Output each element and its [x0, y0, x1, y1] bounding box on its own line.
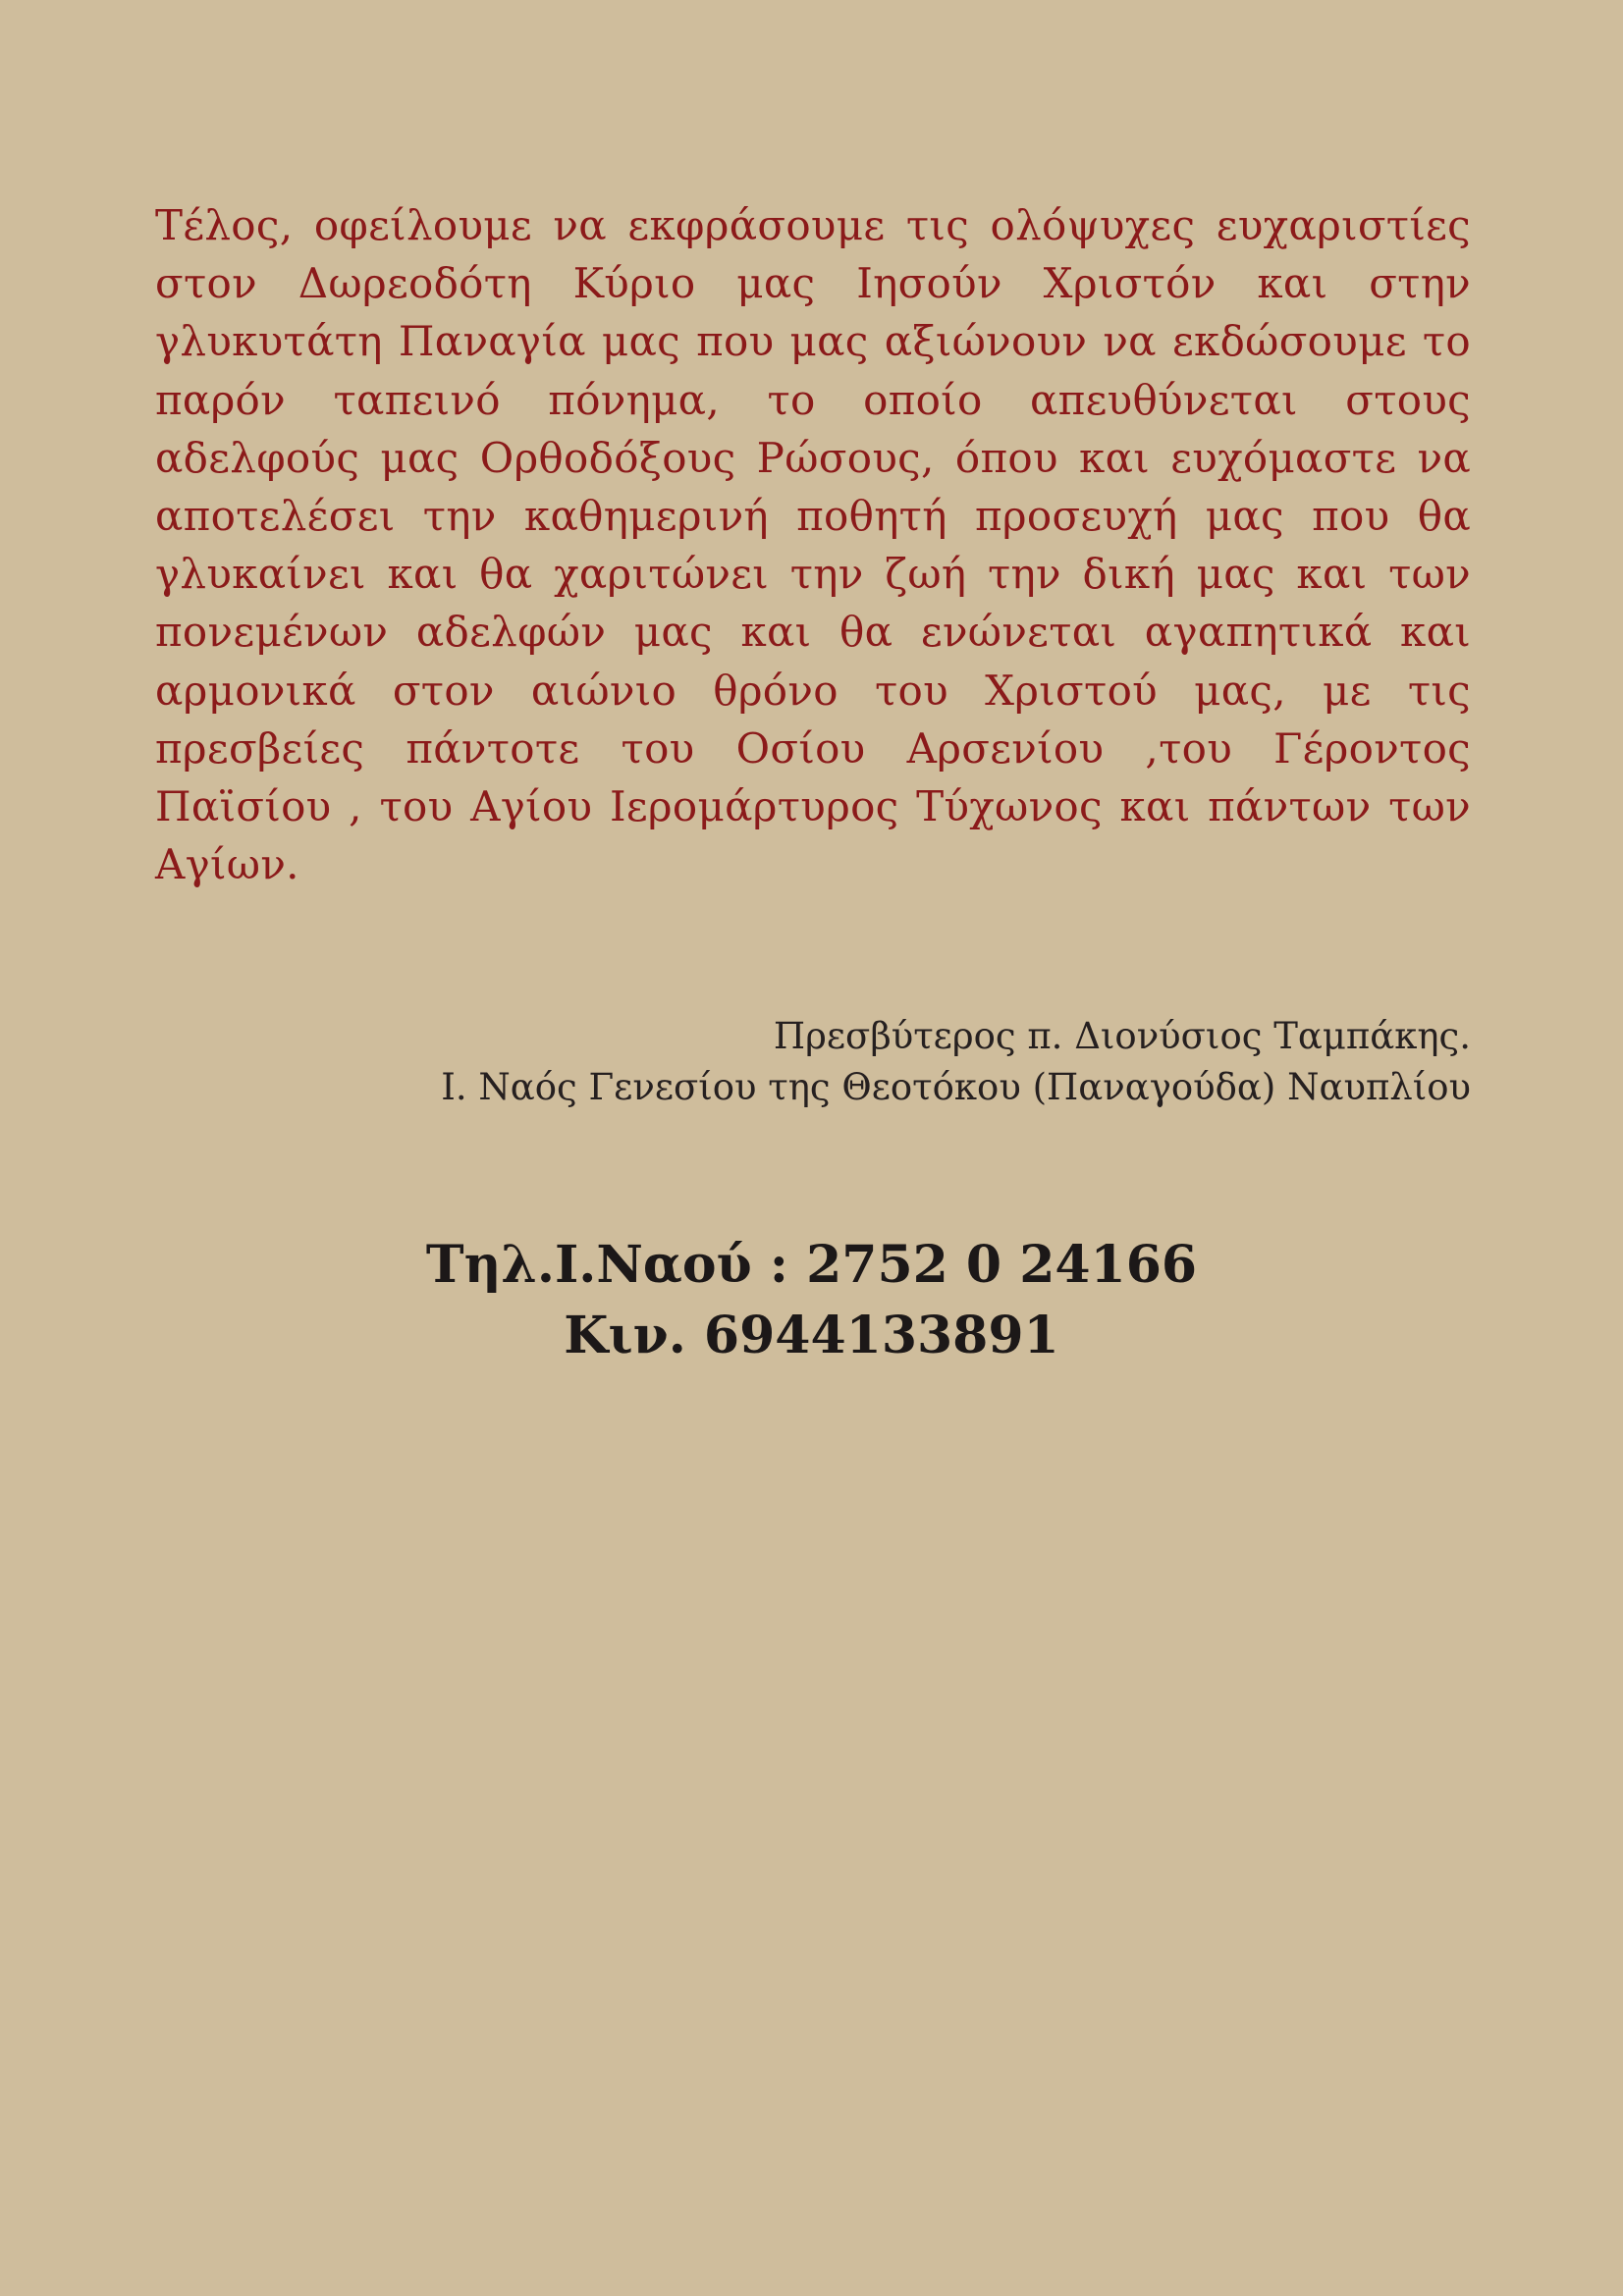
- mobile-phone: Κιν. 6944133891: [564, 1306, 1059, 1365]
- signature-block: [295, 1011, 1471, 1113]
- church-phone: Τηλ.Ι.Ναού : 2752 0 24166: [425, 1235, 1198, 1295]
- contact-block: [295, 1230, 1328, 1371]
- closing-paragraph: Τέλος, οφείλουμε να εκφράσουμε τις ολόψυχες ευχαριστίες στον Δωρεοδότη Κύριο μας Ιησούν Χριστόν και στην γλυκυτάτη Παναγία μας που μας αξιώνουν να εκδώσουμε το παρόν ταπεινό πόνημα, το οποίο απευθύνεται στους αδελφούς μας Ορθοδόξους Ρώσους, όπου και ευχόμαστε να αποτελέσει την καθημερινή ποθητή προσευχή μας που θα γλυκαίνει και θα χαριτώνει την ζωή την δική μας και των πονεμένων αδελφών μας και θα ενώνεται αγαπητικά και αρμονικά στον αιώνιο θρόνο του Χριστού μας, με τις πρεσβείες πάντοτε του Οσίου Αρσενίου ,του Γέροντος Παϊσίου , του Αγίου Ιερομάρτυρος Τύχωνος και πάντων των Αγίων.: [155, 201, 1471, 889]
- signature-name: Πρεσβύτερος π. Διονύσιος Ταμπάκης.: [773, 1015, 1471, 1057]
- signature-parish: Ι. Ναός Γενεσίου της Θεοτόκου (Παναγούδα) Ναυπλίου: [441, 1066, 1471, 1108]
